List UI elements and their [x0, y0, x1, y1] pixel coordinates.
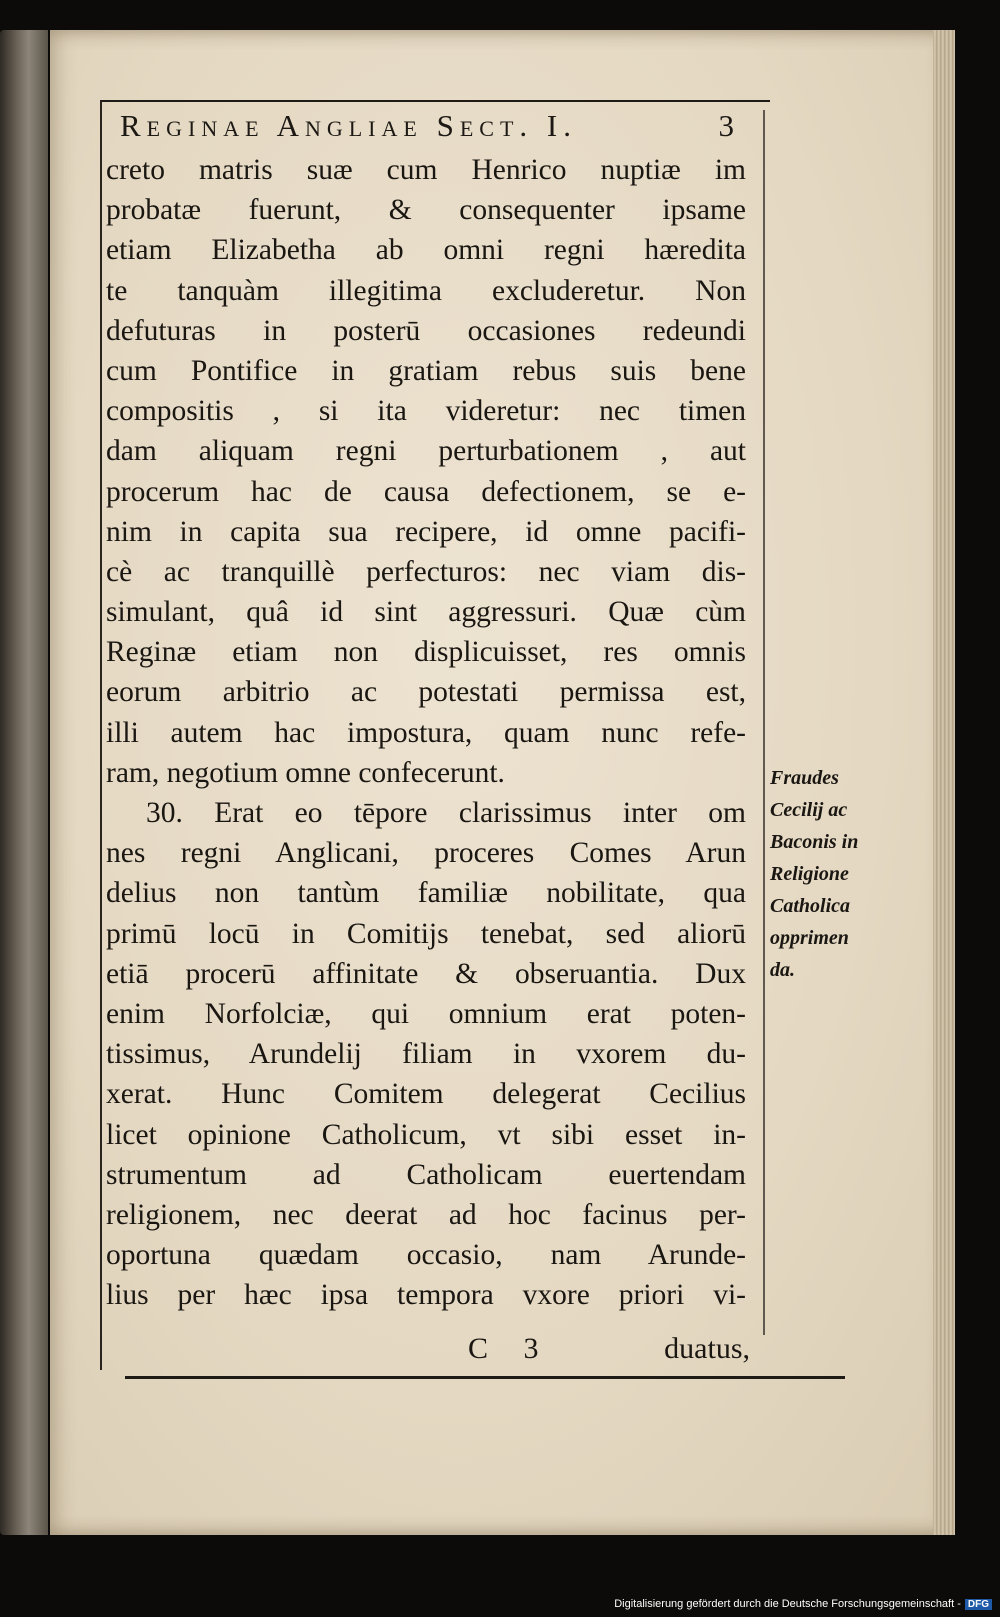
marginal-note-line: opprimen: [770, 927, 849, 949]
body-text: [106, 150, 746, 1315]
text-line: etiam Elizabetha ab omni regni hæredita: [106, 234, 746, 267]
page-number: 3: [718, 108, 740, 143]
text-line: procerum hac de causa defectionem, se e-: [106, 475, 746, 508]
book-cover-edge: [0, 30, 48, 1535]
text-line: te tanquàm illegitima excluderetur. Non: [106, 274, 746, 307]
margin-rule: [763, 110, 765, 1335]
running-header: [120, 106, 740, 146]
text-line: defuturas in posterū occasiones redeundi: [106, 314, 746, 347]
marginal-note-line: Fraudes: [770, 767, 839, 789]
text-line: nim in capita sua recipere, id omne pacifi-: [106, 515, 746, 548]
bottom-rule: [125, 1376, 845, 1379]
text-line: illi autem hac impostura, quam nunc refe-: [106, 716, 746, 749]
marginal-note: [770, 762, 890, 986]
text-line: dam aliquam regni perturbationem , aut: [106, 435, 746, 468]
text-line: compositis , si ita videretur: nec timen: [106, 395, 746, 428]
page-stack-edge: [933, 30, 955, 1535]
text-line: Reginæ etiam non displicuisset, res omnis: [106, 636, 746, 669]
text-line: etiā procerū affinitate & obseruantia. Dux: [106, 957, 746, 990]
page-footer: [100, 1332, 750, 1368]
text-line: probatæ fuerunt, & consequenter ipsame: [106, 194, 746, 227]
text-line: simulant, quâ id sint aggressuri. Quæ cùm: [106, 596, 746, 629]
text-line: religionem, nec deerat ad hoc facinus per-: [106, 1198, 746, 1231]
marginal-note-line: Cecilij ac: [770, 799, 848, 821]
text-line: cum Pontifice in gratiam rebus suis bene: [106, 354, 746, 387]
text-line: xerat. Hunc Comitem delegerat Cecilius: [106, 1078, 746, 1111]
text-line: nes regni Anglicani, proceres Comes Arun: [106, 837, 746, 870]
digitization-credit: [614, 1595, 992, 1613]
dfg-logo: DFG: [965, 1599, 992, 1610]
credit-text: Digitalisierung gefördert durch die Deutsche Forschungsgemeinschaft -: [614, 1598, 961, 1610]
text-line: tissimus, Arundelij filiam in vxorem du-: [106, 1038, 746, 1071]
marginal-note-line: Religione: [770, 863, 849, 885]
running-title: Reginae Angliae Sect. I.: [120, 108, 577, 143]
paragraph-start-line: 30. Erat eo tēpore clarissimus inter om: [146, 797, 746, 829]
text-line: delius non tantùm familiæ nobilitate, qua: [106, 877, 746, 910]
text-line: enim Norfolciæ, qui omnium erat poten-: [106, 997, 746, 1030]
text-line: creto matris suæ cum Henrico nuptiæ im: [106, 154, 746, 186]
text-line: licet opinione Catholicum, vt sibi esset in-: [106, 1118, 746, 1151]
signature-mark: C 3: [468, 1332, 553, 1365]
catchword: duatus,: [664, 1332, 750, 1365]
marginal-note-line: Catholica: [770, 895, 851, 917]
text-line: oportuna quædam occasio, nam Arunde-: [106, 1239, 746, 1272]
text-line: strumentum ad Catholicam euertendam: [106, 1158, 746, 1191]
marginal-note-line: da.: [770, 959, 795, 981]
text-line: eorum arbitrio ac potestati permissa est,: [106, 676, 746, 709]
text-line: cè ac tranquillè perfecturos: nec viam dis-: [106, 555, 746, 588]
text-line: lius per hæc ipsa tempora vxore priori vi-: [106, 1279, 746, 1312]
marginal-note-line: Baconis in: [770, 831, 859, 853]
text-line: primū locū in Comitijs tenebat, sed aliorū: [106, 917, 746, 950]
text-line: ram, negotium omne confecerunt.: [106, 756, 505, 789]
